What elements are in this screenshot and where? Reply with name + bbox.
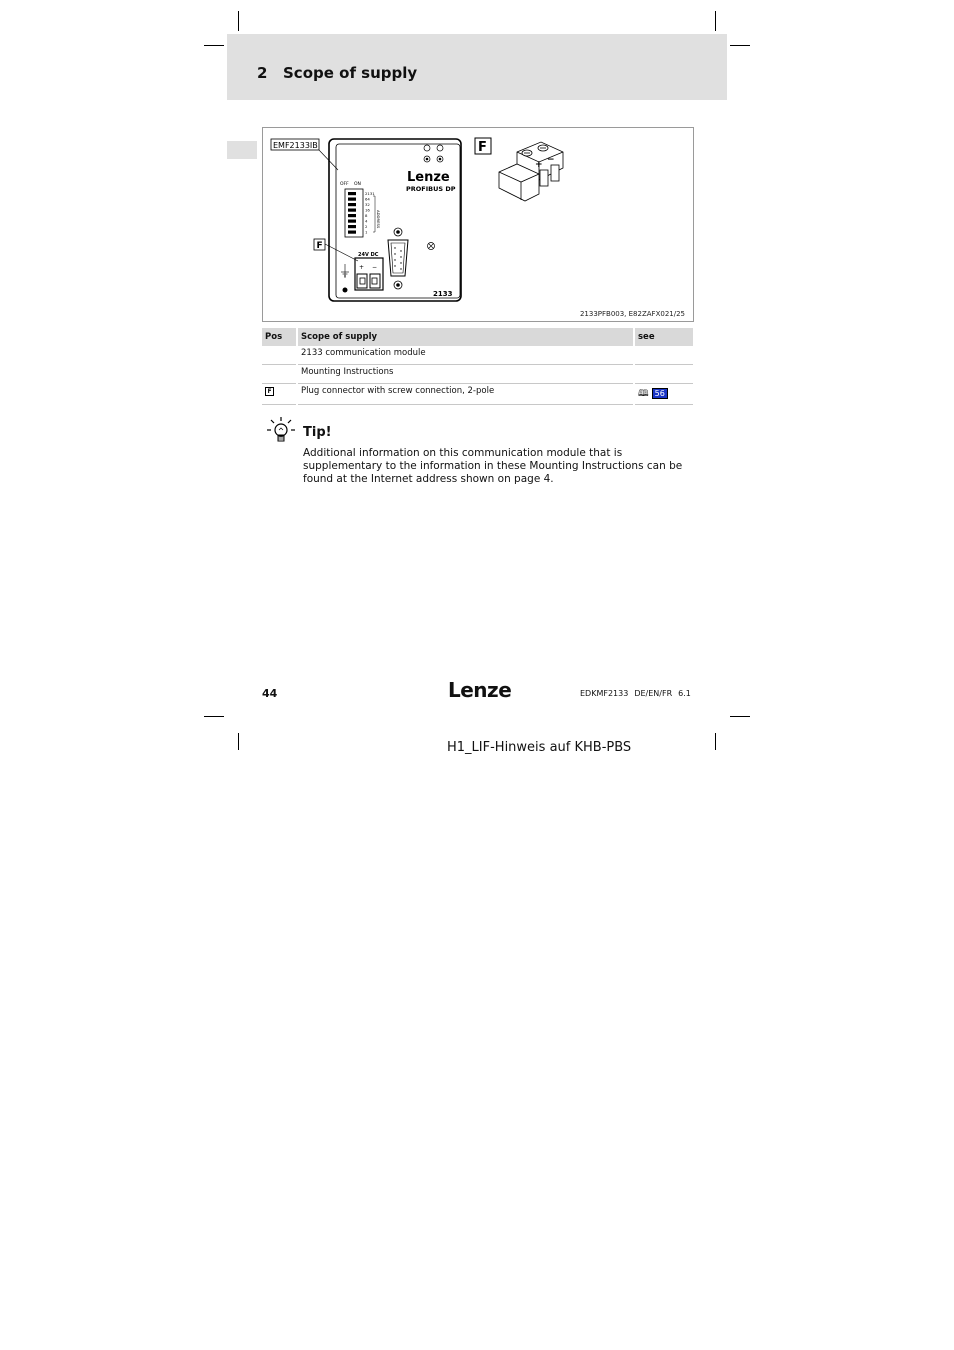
cell-see	[634, 384, 694, 405]
switch-on-label: ON	[354, 182, 361, 187]
dip-value: 64	[365, 196, 370, 202]
dip-switch-bank	[348, 192, 356, 234]
lenze-logo: Lenze	[448, 678, 512, 702]
dip-value: 32	[365, 202, 370, 207]
cell-pos	[262, 384, 297, 405]
cell-scope: Mounting Instructions	[297, 365, 634, 384]
column-header-pos: Pos	[262, 328, 297, 346]
dip-value: 1	[365, 229, 368, 235]
chapter-number: 2	[257, 64, 268, 82]
device-label: EMF2133IB	[273, 141, 318, 150]
cell-see	[634, 346, 694, 365]
crop-mark	[238, 11, 239, 31]
cell-pos	[262, 346, 297, 365]
page-reference-link[interactable]: 56	[652, 388, 668, 399]
crop-mark	[204, 45, 224, 46]
dip-value: 2	[365, 224, 368, 229]
dip-value: 2131	[365, 191, 375, 196]
dip-value: 16	[365, 207, 370, 213]
language-tab	[227, 141, 257, 159]
crop-mark	[204, 716, 224, 717]
callout-f: F	[316, 241, 323, 251]
cell-see	[634, 365, 694, 384]
dip-value: 8	[365, 213, 368, 218]
power-label: 24V DC	[358, 252, 379, 258]
figure-brand: Lenze	[407, 170, 450, 185]
crop-mark	[238, 733, 239, 750]
pos-f-icon: F	[265, 387, 274, 396]
scope-of-supply-table	[262, 328, 695, 405]
plug-connector-drawing	[499, 142, 563, 201]
page-number: 44	[262, 687, 278, 700]
table-row	[262, 384, 694, 405]
cell-pos	[262, 365, 297, 384]
cell-scope: 2133 communication module	[297, 346, 634, 365]
power-minus: −	[372, 264, 378, 271]
tip-text: Additional information on this communication module that is supplementary to the information in these Mounting Instructions can be found at the Internet address shown on page 4.	[303, 447, 683, 486]
table-row	[262, 346, 694, 365]
chapter-title-text: Scope of supply	[283, 64, 418, 82]
figure-bus-label: PROFIBUS DP	[406, 185, 456, 193]
cell-scope: Plug connector with screw connection, 2-pole	[297, 384, 634, 405]
column-header-see: see	[634, 328, 694, 346]
tip-title: Tip!	[303, 425, 332, 440]
crop-mark	[715, 11, 716, 31]
model-number: 2133	[433, 290, 453, 298]
plug-plus: +	[535, 160, 543, 170]
switch-off-label: OFF	[340, 182, 349, 187]
internal-note: H1_LIF-Hinweis auf KHB-PBS	[447, 740, 632, 755]
dip-values	[365, 191, 375, 235]
device-figure	[262, 127, 694, 322]
plug-minus: −	[547, 155, 555, 165]
crop-mark	[715, 733, 716, 750]
table-header-row	[262, 328, 694, 346]
power-plus: +	[359, 264, 365, 271]
doc-languages: DE/EN/FR	[634, 689, 673, 698]
dip-value: 4	[365, 218, 368, 224]
book-icon: 🕮	[638, 389, 649, 399]
chapter-title	[257, 64, 417, 82]
lightbulb-icon	[266, 416, 296, 446]
doc-version: 6.1	[678, 689, 691, 698]
document-id	[580, 689, 697, 698]
doc-code: EDKMF2133	[580, 689, 629, 698]
callout-f-plug: F	[478, 140, 487, 155]
table-row	[262, 365, 694, 384]
crop-mark	[730, 716, 750, 717]
crop-mark	[730, 45, 750, 46]
figure-caption: 2133PFB003, E82ZAFX021/25	[579, 310, 685, 318]
dip-address-label: ADDRESS	[376, 210, 381, 229]
column-header-scope: Scope of supply	[297, 328, 634, 346]
device-drawing	[263, 128, 695, 323]
